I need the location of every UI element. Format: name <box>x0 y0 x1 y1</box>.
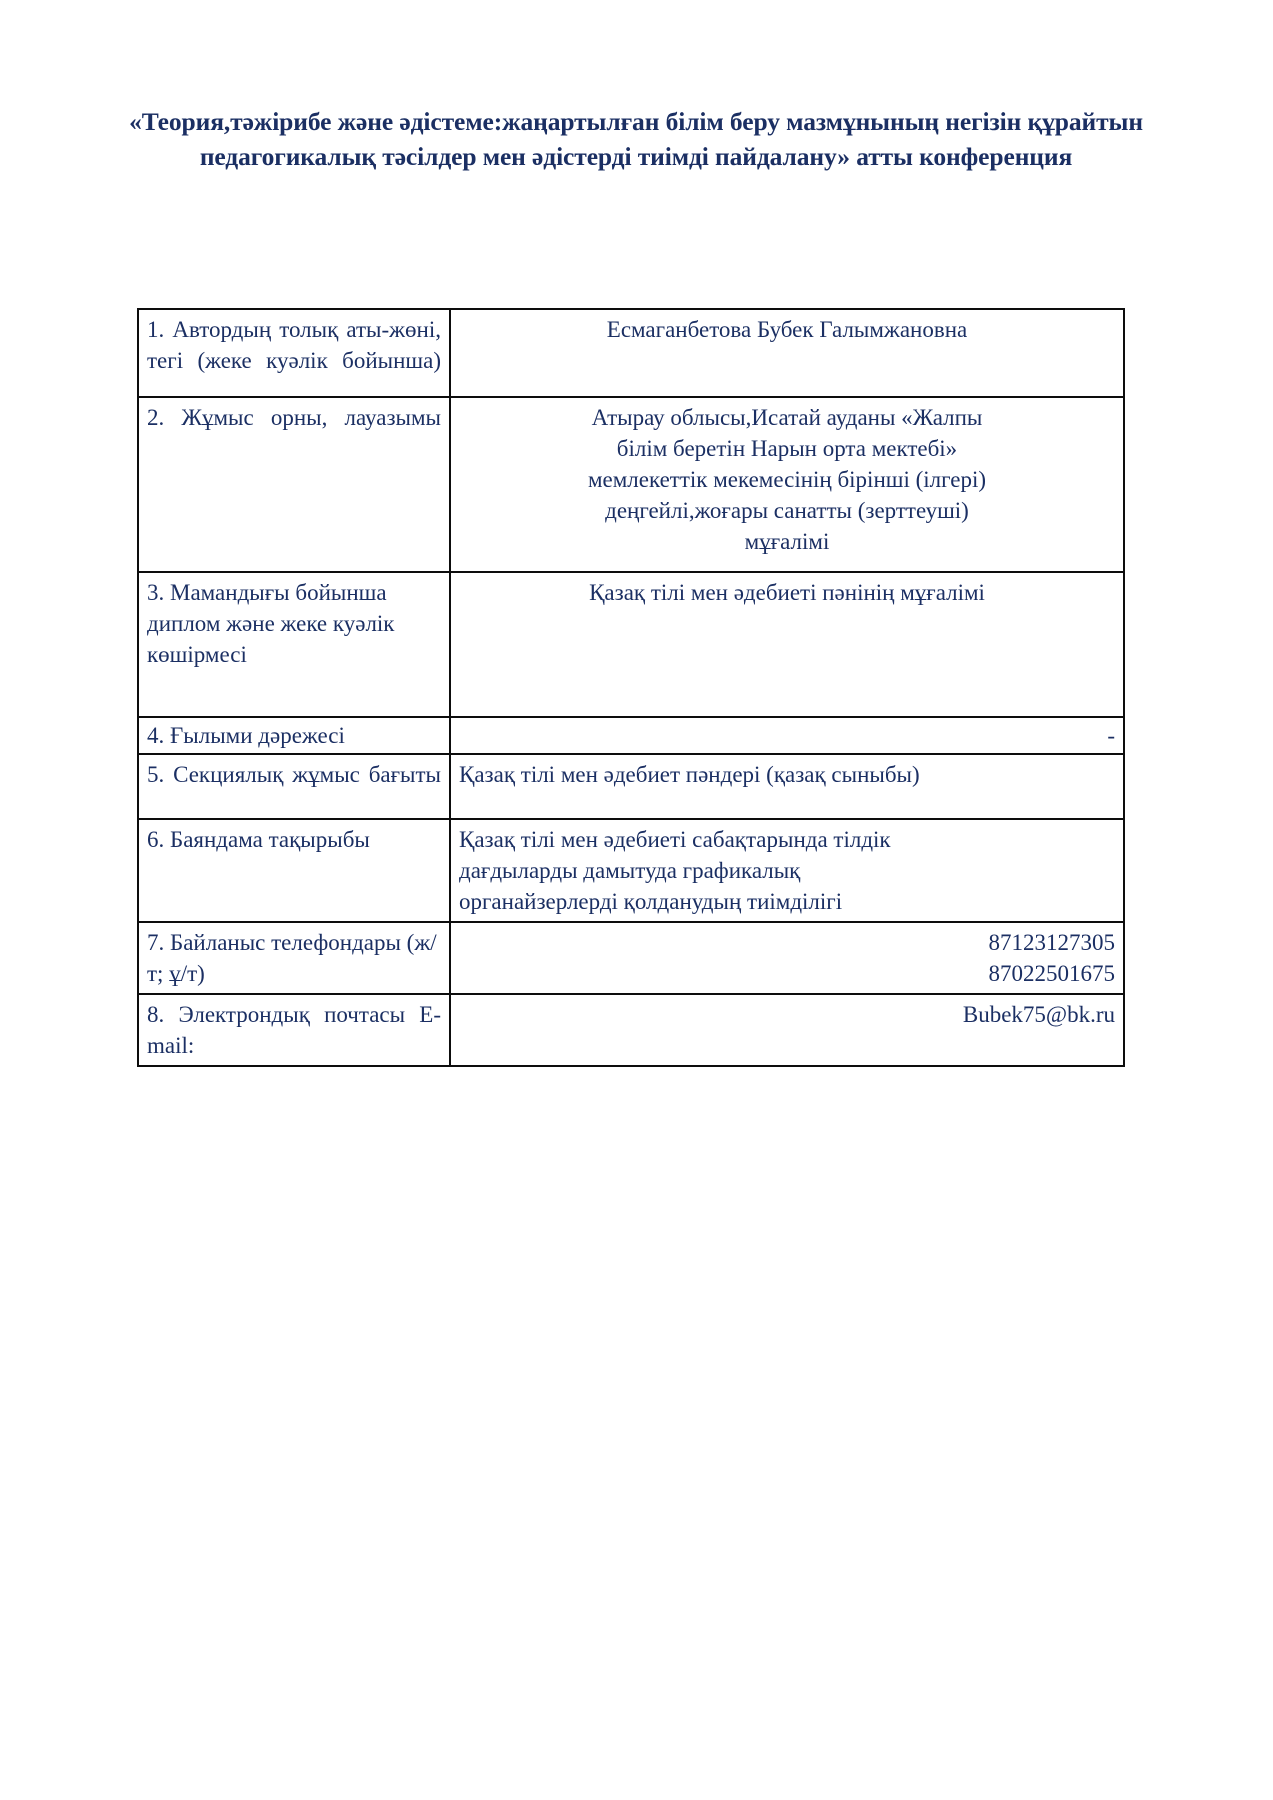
table-row <box>138 922 1124 994</box>
row-value-section-direction: Қазақ тілі мен әдебиет пәндері (қазақ сыныбы) <box>450 754 1124 819</box>
table-row <box>138 309 1124 397</box>
value-line: мұғалімі <box>744 529 830 554</box>
row-label-academic-degree: 4. Ғылыми дәрежесі <box>138 717 450 754</box>
page-title: «Теория,тәжірибе және әдістеме:жаңартылған білім беру мазмұнының негізін құрайтын педагогикалық тәсілдер мен әдістерді тиімді пайдалану» атты конференция <box>129 107 1143 171</box>
value-line: 87022501675 <box>988 961 1115 986</box>
row-value-academic-degree: - <box>450 717 1124 754</box>
value-line: 87123127305 <box>988 930 1115 955</box>
table-row <box>138 572 1124 717</box>
value-line: деңгейлі,жоғары санатты (зерттеуші) <box>605 498 969 523</box>
value-line: дағдыларды дамытуда графикалық <box>459 858 801 883</box>
row-value-diploma: Қазақ тілі мен әдебиеті пәнінің мұғалімі <box>450 572 1124 717</box>
value-line: Қазақ тілі мен әдебиеті сабақтарында тілдік <box>459 827 891 852</box>
table-row <box>138 717 1124 754</box>
value-line: органайзерлерді қолданудың тиімділігі <box>459 889 843 914</box>
row-value-report-topic <box>450 819 1124 922</box>
table-row <box>138 994 1124 1066</box>
author-info-table <box>137 308 1125 1067</box>
row-value-phone <box>450 922 1124 994</box>
value-line: мемлекеттік мекемесінің бірінші (ілгері) <box>587 467 987 492</box>
row-value-workplace <box>450 397 1124 572</box>
row-value-email: Bubek75@bk.ru <box>450 994 1124 1066</box>
row-label-author-name: 1. Автордың толық аты-жөні, тегі (жеке куәлік бойынша) <box>138 309 450 397</box>
row-label-section-direction: 5. Секциялық жұмыс бағыты <box>138 754 450 819</box>
row-label-report-topic: 6. Баяндама тақырыбы <box>138 819 450 922</box>
row-value-author-name: Есмаганбетова Бубек Галымжановна <box>450 309 1124 397</box>
row-label-workplace: 2. Жұмыс орны, лауазымы <box>138 397 450 572</box>
value-line: білім беретін Нарын орта мектебі» <box>616 436 958 461</box>
table-row <box>138 397 1124 572</box>
row-label-diploma: 3. Мамандығы бойынша диплом және жеке куәлік көшірмесі <box>138 572 450 717</box>
row-label-phone: 7. Байланыс телефондары (ж/т; ұ/т) <box>138 922 450 994</box>
table-row <box>138 819 1124 922</box>
value-line: Атырау облысы,Исатай ауданы «Жалпы <box>591 405 983 430</box>
row-label-email: 8. Электрондық почтасы E-mail: <box>138 994 450 1066</box>
table-row <box>138 754 1124 819</box>
